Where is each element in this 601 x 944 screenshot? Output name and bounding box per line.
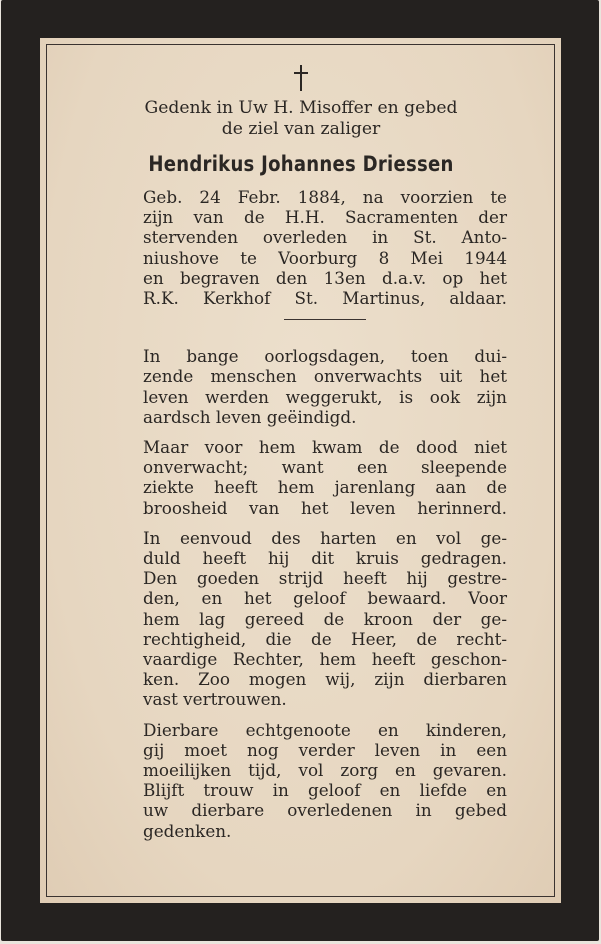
- mourning-card: [1, 0, 599, 941]
- intro-line: Gedenk in Uw H. Misoffer en gebed: [144, 98, 458, 118]
- paragraph-line: hem lag gereed de kroon der ge-: [143, 608, 507, 629]
- paragraph-line: vaardige Rechter, hem heeft geschon-: [143, 649, 507, 670]
- paragraph-line: Blijft trouw in geloof en liefde en: [143, 780, 507, 801]
- paragraph-line: aardsch leven geëindigd.: [143, 406, 357, 427]
- intro-line: de ziel van zaliger: [221, 119, 381, 139]
- bio-text: [143, 187, 507, 308]
- paragraph-line: In eenvoud des harten en vol ge-: [143, 527, 507, 548]
- paragraph-line: Dierbare echtgenoote en kinderen,: [143, 719, 507, 740]
- cross-icon: [293, 64, 309, 92]
- paragraph-line: ziekte heeft hem jarenlang aan de: [143, 477, 507, 498]
- paragraph-line: broosheid van het leven herinnerd.: [143, 497, 507, 518]
- paragraph-3: [143, 528, 507, 710]
- bio-line: niushove te Voorburg 8 Mei 1944: [143, 247, 507, 268]
- bio-line: zijn van de H.H. Sacramenten der: [143, 207, 507, 228]
- paragraph-2: [143, 437, 507, 518]
- bio-line: Geb. 24 Febr. 1884, na voorzien te: [143, 187, 507, 207]
- paragraph-line: In bange oorlogsdagen, toen dui-: [143, 346, 507, 367]
- paragraph-line: gij moet nog verder leven in een: [143, 739, 507, 760]
- paragraph-line: moeilijken tijd, vol zorg en gevaren.: [143, 760, 507, 781]
- paragraph-line: onverwacht; want een sleepende: [143, 457, 507, 478]
- paragraph-line: Maar voor hem kwam de dood niet: [143, 437, 507, 458]
- paragraph-line: zende menschen onverwachts uit het: [143, 366, 507, 387]
- paragraph-line: rechtigheid, die de Heer, de recht-: [143, 628, 507, 649]
- paragraph-4: [143, 720, 507, 841]
- deceased-name: Hendrikus Johannes Driessen: [148, 152, 454, 176]
- paragraph-line: vast vertrouwen.: [143, 689, 287, 710]
- paragraph-1: [143, 346, 507, 427]
- divider: [284, 319, 366, 320]
- bio-line: en begraven den 13en d.a.v. op het: [143, 267, 507, 288]
- intro-text: [95, 98, 507, 140]
- paragraph-line: duld heeft hij dit kruis gedragen.: [143, 548, 507, 569]
- paragraph-line: ken. Zoo mogen wij, zijn dierbaren: [143, 669, 507, 690]
- paragraph-line: den, en het geloof bewaard. Voor: [143, 588, 507, 609]
- card-content: [95, 64, 507, 841]
- paragraph-line: leven werden weggerukt, is ook zijn: [143, 386, 507, 407]
- bio-line: R.K. Kerkhof St. Martinus, aldaar.: [143, 288, 507, 309]
- paragraph-line: Den goeden strijd heeft hij gestre-: [143, 568, 507, 589]
- paragraph-line: gedenken.: [143, 820, 232, 841]
- paragraph-line: uw dierbare overledenen in gebed: [143, 800, 507, 821]
- bio-line: stervenden overleden in St. Anto-: [143, 227, 507, 248]
